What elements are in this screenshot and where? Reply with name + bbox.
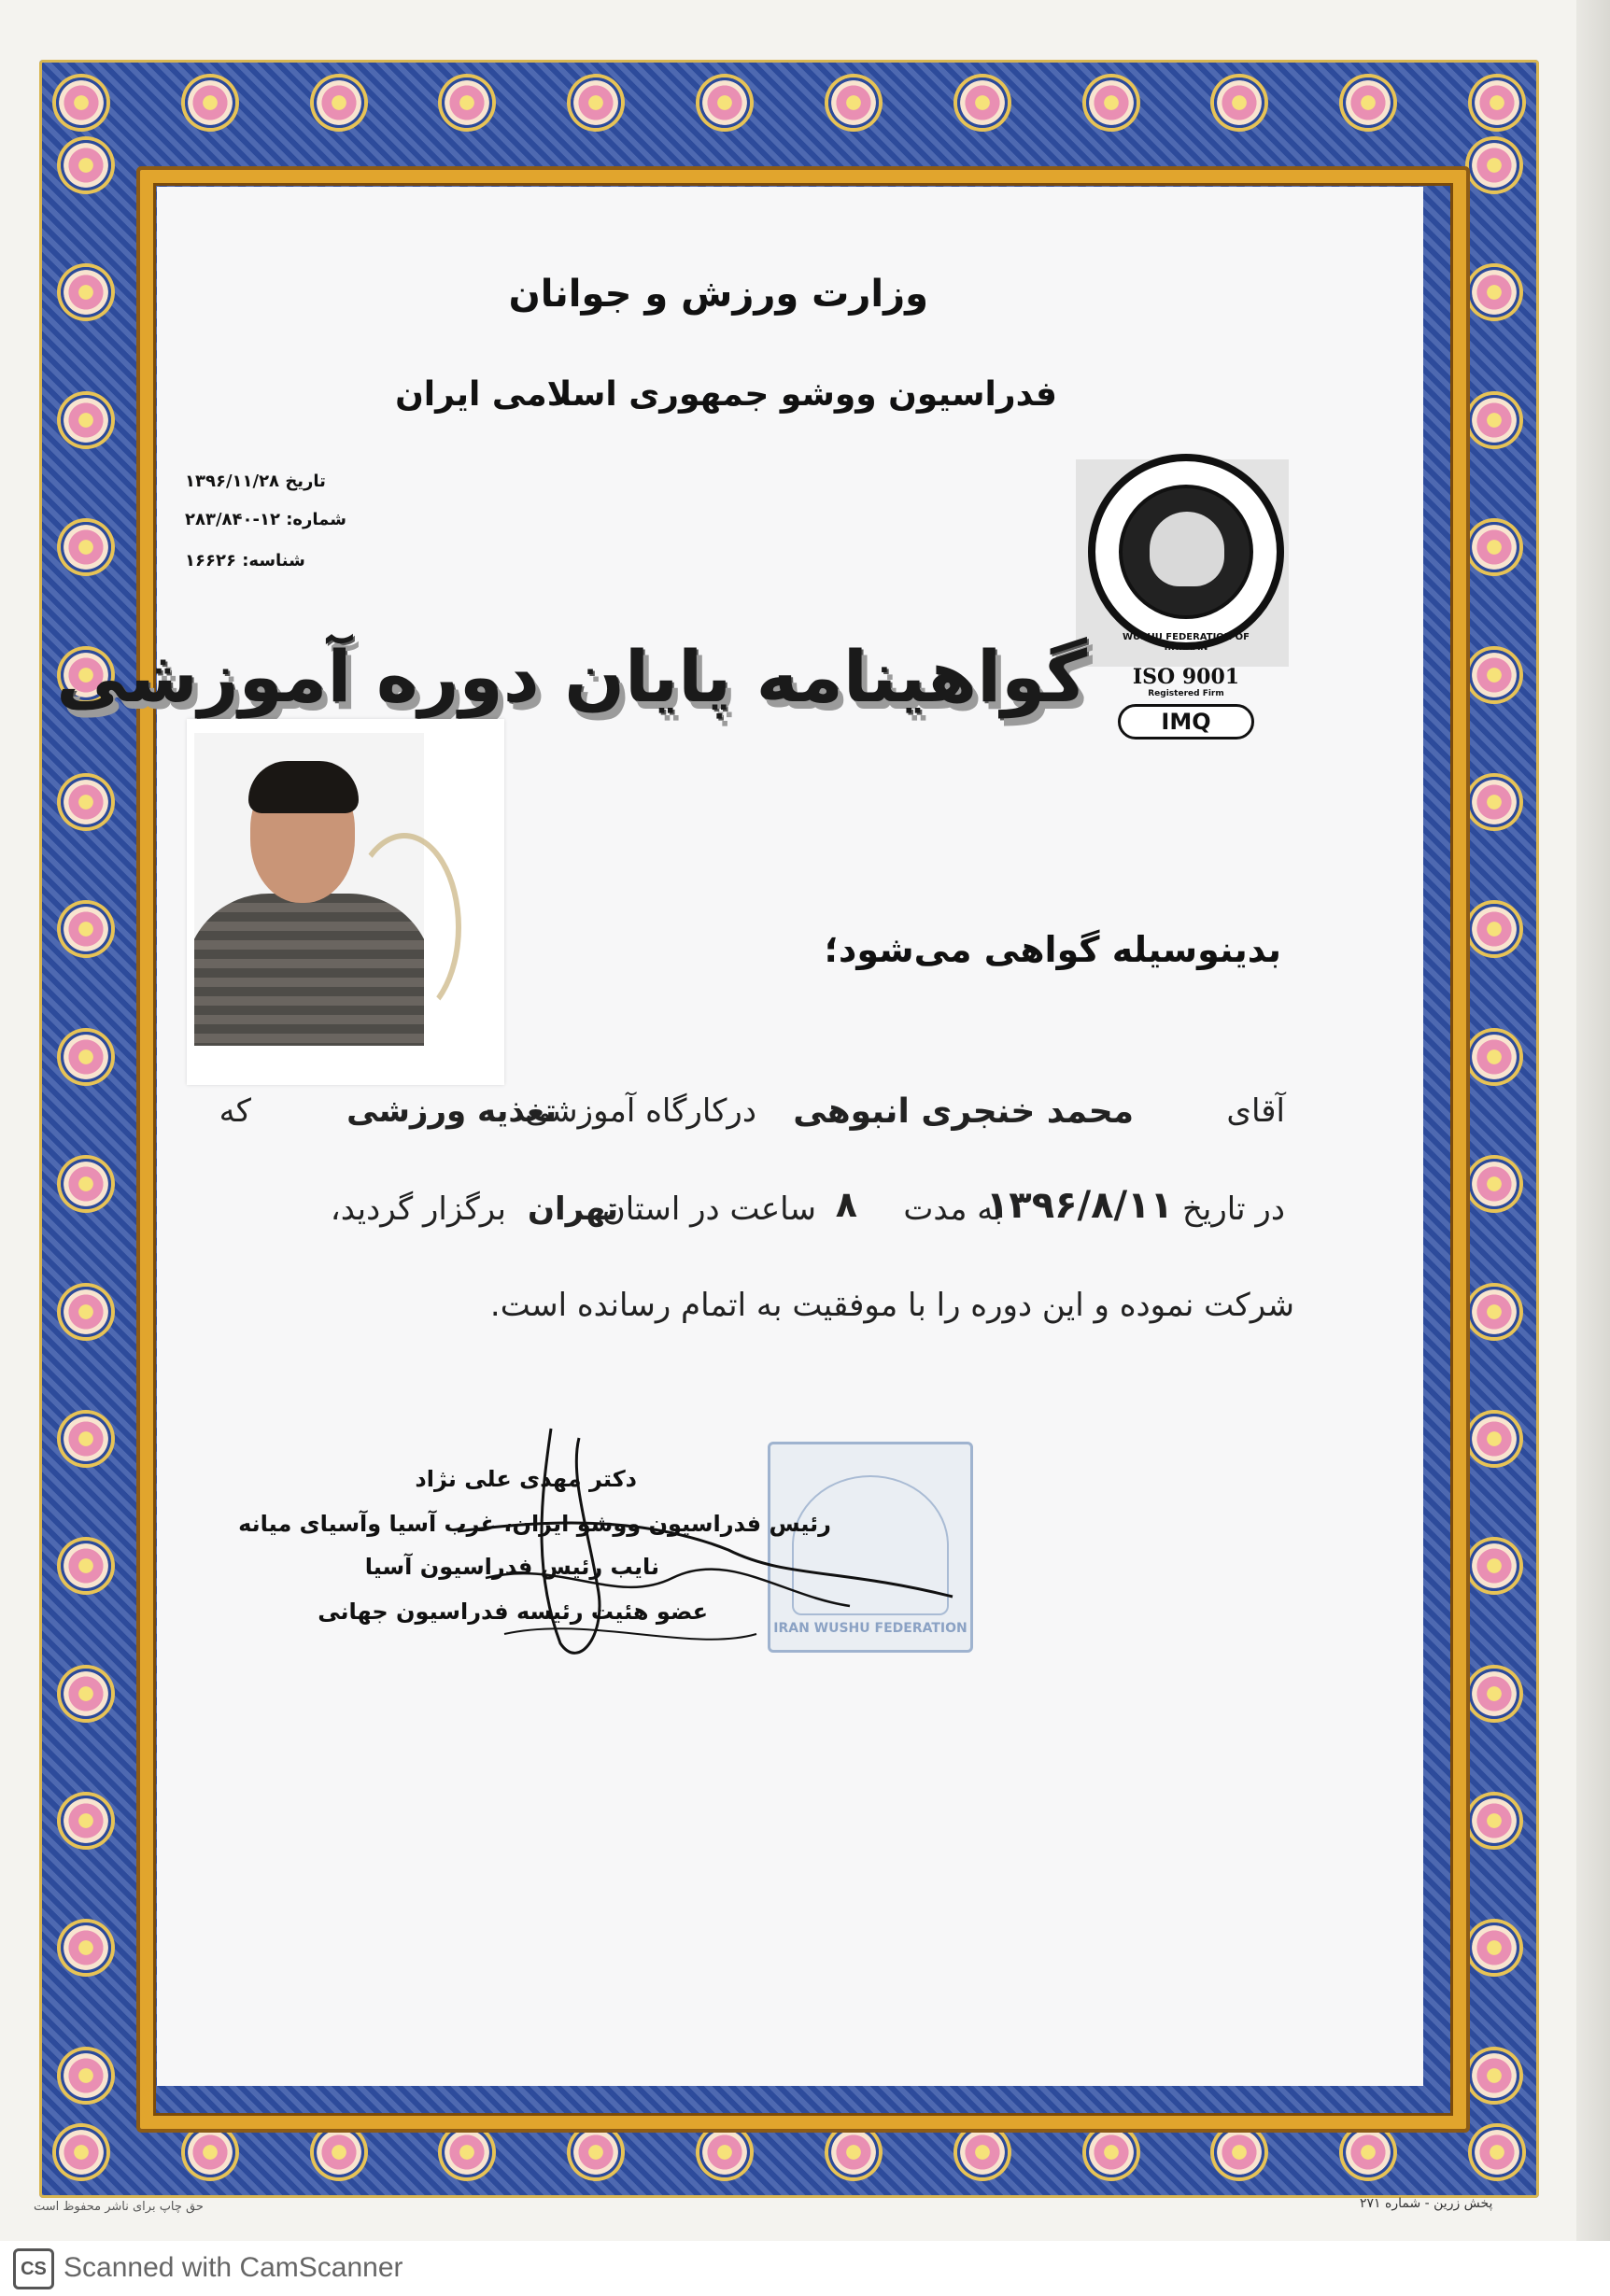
iso-label: ISO 9001 <box>1132 665 1240 689</box>
course-province: تهران <box>527 1190 618 1228</box>
stamp-text: IRAN WUSHU FEDERATION <box>773 1621 967 1636</box>
page-edge <box>1576 0 1610 2241</box>
border-flowers-top <box>56 65 1522 140</box>
course-date: ۱۳۹۶/۸/۱۱ <box>985 1184 1173 1227</box>
title-prefix: آقای <box>1226 1092 1285 1130</box>
date-prefix: در تاریخ <box>1181 1190 1285 1228</box>
border-flowers-left <box>49 140 123 2101</box>
signatory-name: دکتر مهدی علی نژاد <box>415 1466 637 1492</box>
province-label: ساعت در استان <box>601 1190 816 1228</box>
course-hours: ۸ <box>835 1184 857 1225</box>
attestation-heading: بدینوسیله گواهی می‌شود؛ <box>824 929 1281 970</box>
handwritten-signature <box>448 1419 971 1681</box>
line1-suffix: که <box>219 1092 251 1130</box>
recipient-name: محمد خنجری انبوهی <box>793 1092 1134 1131</box>
signatory-role-3: عضو هئیت رئیسه فدراسیون جهانی <box>318 1599 708 1625</box>
photo-hair <box>248 761 359 813</box>
signatory-role-1: رئیس فدراسیون ووشو ایران، غرب آسیا وآسیای میانه <box>238 1511 831 1537</box>
imq-badge: IMQ <box>1118 704 1254 740</box>
signatory-role-2: نایب رئیس فدراسیون آسیا <box>364 1554 659 1580</box>
iso-subtitle: Registered Firm <box>1148 689 1224 698</box>
issue-date: تاریخ ۱۳۹۶/۱۱/۲۸ <box>185 472 326 491</box>
photo-seal-icon <box>347 833 461 1021</box>
camscanner-text: Scanned with CamScanner <box>64 2252 403 2283</box>
completion-statement: شرکت نموده و این دوره را با موفقیت به اتمام رسانده است. <box>489 1287 1294 1324</box>
federation-heading: فدراسیون ووشو جمهوری اسلامی ایران <box>395 375 1057 414</box>
issue-number: شماره: ۱۲-۲۸۳/۸۴۰ <box>185 510 346 529</box>
footer-printer: پخش زرین - شماره ۲۷۱ <box>1360 2196 1493 2211</box>
duration-label: به مدت <box>903 1190 1003 1228</box>
certificate-title: گواهینامه پایان دوره آموزشی <box>56 635 1087 718</box>
border-flowers-right <box>1457 140 1532 2101</box>
issue-id: شناسه: ۱۶۶۲۶ <box>185 551 305 570</box>
logo-caption: WUSHU FEDERATION OF I.R.IRAN <box>1122 632 1250 653</box>
course-name: تغذیه ورزشی <box>346 1092 557 1130</box>
workshop-label: درکارگاه آموزشی <box>524 1092 756 1130</box>
ministry-heading: وزارت ورزش و جوانان <box>508 273 928 316</box>
line2-suffix: برگزار گردید، <box>330 1190 506 1228</box>
logo-figure-icon <box>1150 512 1224 586</box>
footer-copyright: حق چاپ برای ناشر محفوظ است <box>34 2200 204 2214</box>
camscanner-logo: CS <box>13 2248 54 2289</box>
